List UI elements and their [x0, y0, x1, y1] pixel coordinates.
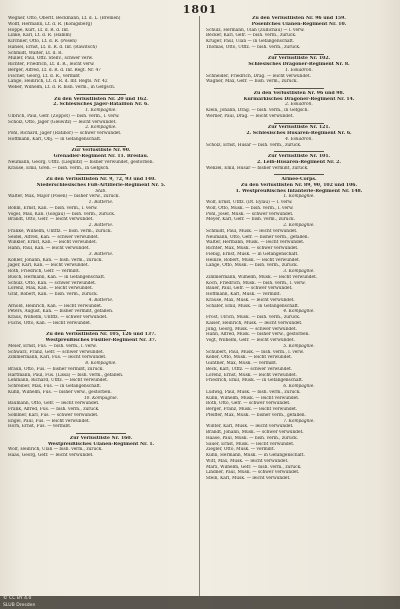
list-entry: Weber, Wilhelm, Lt. d. R. bish. verm., in Gefgsch. — [8, 85, 116, 90]
list-entry: Fiebig, Ernst, Musk. — in Gefangenschaft. — [206, 251, 299, 257]
section-heading: Zu den Verlustlisten Nr. 9, 72, 93 und 140. — [46, 177, 156, 182]
list-entry: Böhm, Ernst, Kan. — bish. verm., l. verw. — [8, 205, 98, 211]
list-entry: Walter, Hermann, Musk. — leicht verwundet. — [206, 240, 305, 246]
list-entry: Kühn, Hermann, Musk. — in Gefangenschaft. — [206, 453, 305, 458]
list-entry: Hahn, Paul, Kan. — leicht verwundet. — [8, 246, 90, 251]
list-entry: Hartmann, Paul, Füs. (Lissa) — bish. verm., gefallen. — [8, 372, 124, 378]
column-divider — [199, 16, 200, 596]
section-divider — [6, 171, 196, 177]
list-entry: Kühn, Wilhelm, Füs. — bisher verw., gestorben. — [8, 389, 112, 395]
list-entry: Jung, Georg, Musk. — schwer verwundet. — [206, 326, 297, 332]
footer-bar — [0, 596, 400, 609]
section-divider — [6, 143, 196, 149]
list-entry: Fuchs, Otto, Kan. — leicht verwundet. — [8, 320, 92, 326]
list-entry: Bauer, Paul, Gefr. — schwer verwundet. — [206, 286, 293, 292]
unit-subheading: Stab. — [95, 188, 107, 194]
list-entry: Haas, Georg, Gefr. — leicht verwundet. — [8, 453, 94, 458]
list-entry: Winkler, Ernst, Kan. — leicht verwundet. — [8, 240, 98, 246]
list-entry: Vogt, Wilhelm, Gefr. — leicht verwundet. — [206, 338, 295, 343]
unit-subheading: 1. Batterie. — [88, 200, 114, 205]
section-heading: Niederschlesisches Fuß-Artillerie-Regiment Nr. 5. — [36, 182, 166, 188]
list-entry: Pohl, Josef, Musk. — schwer verwundet. — [206, 211, 294, 217]
list-entry: Günther, Max, Musk. — vermißt. — [206, 361, 278, 366]
list-entry: Scholz, Otto, Jäger (Gleiwitz) — leicht verwundet. — [8, 119, 117, 125]
list-entry: Witt, Max, Musk. — leicht verwundet. — [206, 458, 289, 464]
list-entry: Busch, Hermann, Kan. — in Gefangenschaft. — [8, 274, 106, 280]
list-entry: Peters, August, Kan. — bisher vermißt, gefallen. — [8, 309, 114, 315]
list-entry: Kirchner, Otto, Lt. d. R. (Posen) — [8, 39, 77, 44]
list-entry: Jäger, Karl, Kan. — leicht verwundet. — [8, 263, 89, 269]
list-entry: Keller, Otto, Musk. — leicht verwundet. — [206, 355, 293, 361]
list-entry: Schubert, Paul, Musk. — bish. verm., l. verw. — [206, 349, 304, 355]
list-entry: Meyer, Karl, Gefr. — bish. verm., zurück. — [206, 217, 295, 223]
section-heading: Zu den Verlustlisten Nr. 96 und 98. — [253, 90, 345, 96]
section-heading: 2. Leib-Husaren-Regiment Nr. 2. — [257, 159, 341, 165]
list-entry: Koch, Friedrich, Musk. — bish. verm., l. verw. — [206, 280, 306, 286]
unit-subheading: 4. Eskadron. — [285, 136, 313, 142]
list-entry: Thomas, Otto, Utffz. — bish. verm., zurück. — [206, 44, 301, 50]
list-entry: Schwarz, Franz, Gefr. — schwer verwundet. — [8, 349, 104, 355]
unit-subheading: 1. Eskadron. — [285, 67, 313, 73]
list-entry: Krüger, Paul, Ulan — in Gefangenschaft. — [206, 39, 295, 44]
list-entry: Krause, Max, Musk. — leicht verwundet. — [206, 297, 295, 303]
section-heading: Westpreußisches Füsilier-Regiment Nr. 37. — [45, 338, 157, 343]
unit-subheading: 6. Kompagnie. — [283, 384, 315, 389]
section-heading: Zur Verlustliste Nr. 121. — [267, 125, 331, 131]
section-heading: Zur Verlustliste Nr. 102. — [267, 56, 331, 62]
list-entry: Brandt, Otto, Gefr. — leicht verwundet. — [8, 217, 94, 223]
list-entry: Schulz, Hermann, Ulan (Züllichau) — l. verw. — [206, 27, 305, 33]
section-heading: Zu den Verlustlisten Nr. 105, 126 und 137. — [46, 332, 156, 338]
list-entry: Lorenz, Ernst, Musk. — leicht verwundet. — [206, 372, 297, 378]
list-entry: Wolf, Ernst, Utffz. (Dt. Eylau) — l. verw. — [206, 200, 293, 205]
unit-subheading: 2. Batterie. — [88, 223, 114, 228]
section-divider — [204, 120, 394, 126]
list-entry: Müller, Paul, Offz. Stellv., schwer verw. — [8, 56, 94, 62]
right-column — [204, 16, 394, 596]
unit-subheading: 8. Kompagnie. — [85, 361, 117, 366]
list-entry: Arnold, Heinrich, Kan. — leicht verwundet. — [8, 303, 103, 309]
section-divider — [204, 85, 394, 91]
list-entry: Stein, Karl, Musk. — leicht verwundet. — [206, 476, 291, 481]
section-heading: 2. Schlesisches Husaren-Regiment Nr. 6. — [246, 131, 352, 136]
unit-subheading: 1. Kompagnie. — [283, 194, 315, 200]
list-entry: Werner, Paul, Drag. — leicht verwundet. — [206, 113, 294, 119]
list-entry: Scholz, Ernst, Husar — bish. verm., zurück. — [206, 142, 302, 148]
unit-subheading: 10. Kompagnie. — [83, 395, 119, 401]
list-entry: Hoppe, Kurt, Lt. d. R. d. Inf. — [8, 27, 70, 33]
list-entry: Meier, Ernst, Füs. — bish. verm., l. verw. — [8, 343, 97, 349]
list-entry: Braun, Otto, Füs. — bisher vermißt, zurück. — [8, 366, 104, 372]
list-entry: Roth, Otto, Gefr. — schwer verwundet. — [206, 401, 291, 407]
unit-subheading: 5. Kompagnie. — [283, 343, 315, 349]
section-heading: Westpreußisches Ulanen-Regiment Nr. 1. — [47, 441, 155, 447]
list-entry: Schmidt, Walter, Lt. d. R. — [8, 50, 63, 56]
list-entry: Heinze, Robert, Musk. — leicht verwundet. — [206, 257, 301, 263]
section-heading: Zur Verlustliste Nr. 160. — [69, 435, 133, 441]
list-entry: Berger, Alfred, Lt. d. R. d. Inf. Regt. Nr. 47 — [8, 67, 101, 73]
list-entry: Fischer, Georg, Lt. d. R., vermißt — [8, 73, 80, 79]
list-entry: Ziegler, Otto, Musk. — vermißt. — [206, 447, 275, 453]
source-text: SLUB Dresden — [3, 602, 36, 608]
list-entry: Wenzel, Emil, Husar — bisher vermißt, zurück. — [206, 165, 309, 171]
list-entry: Walter, Max, Major (Posen) — bisher verw., zurück. — [8, 194, 120, 200]
list-entry: Sauer, Ernst, Musk. — leicht verwundet. — [206, 441, 295, 447]
unit-subheading: 3. Kompagnie. — [283, 269, 315, 274]
list-entry: Schmidt, Paul, Musk. — leicht verwundet. — [206, 228, 298, 234]
left-column — [6, 16, 196, 596]
section-heading: Zu den Verlustlisten Nr. 20 und 162. — [54, 96, 148, 102]
list-entry: Schäfer, Emil, Musk. — in Gefangenschaft. — [206, 303, 300, 309]
list-entry: Frost, Ulrich, Musk. — bish. verm., zurück. — [206, 315, 301, 320]
list-entry: Sommer, Karl, Füs. — schwer verwundet. — [8, 412, 99, 418]
section-divider — [6, 430, 196, 436]
list-entry: Pohl, Richard, Jäger (Ratibor) — schwer verwundet. — [8, 131, 122, 136]
list-entry: Horn, Ernst, Füs. — vermißt. — [8, 424, 72, 430]
section-heading: 1. Westpreußisches Infanterie-Regiment Nr. 148. — [235, 188, 363, 194]
list-entry: Seidel, Alfred, Kan. — schwer verwundet. — [8, 234, 99, 240]
list-entry: Franke, Wilhelm, Untffz. — bish. verm., zurück. — [8, 228, 112, 234]
list-entry: Kaiser, Heinrich, Musk. — leicht verwundet. — [206, 320, 303, 326]
list-entry: Zimmermann, Wilhelm, Musk. — leicht verwundet. — [206, 274, 318, 280]
list-entry: Hoffmann, Karl, Musk. — vermißt. — [206, 292, 282, 297]
list-entry: Klein, Johann, Drag. — bish. verm., in Gefgsch. — [206, 108, 309, 113]
list-entry: Roth, Friedrich, Gefr. — vermißt. — [8, 269, 81, 274]
unit-subheading: 4. Kompagnie. — [283, 309, 315, 315]
list-entry: Kraus, Wilhelm, Untffz. — schwer verwundet. — [8, 315, 108, 320]
list-entry: Winter, Karl, Musk. — leicht verwundet. — [206, 424, 294, 430]
section-heading: Schlesisches Dragoner-Regiment Nr. 8. — [248, 62, 350, 67]
list-entry: Engel, Paul, Füs. — leicht verwundet. — [8, 418, 90, 424]
section-heading: Zur Verlustliste Nr. 101. — [267, 154, 331, 159]
list-entry: Richter, Max, Musk. — schwer verwundet. — [206, 246, 299, 251]
list-entry: Wegner, Otto, Oberlt. Beckmann, Lt. d. L. (Bremen) — [8, 16, 121, 21]
list-entry: Lange, Otto, Musk. — bish. verm., zurück. — [206, 263, 299, 269]
list-entry: Lindner, Paul, Musk. — schwer verwundet. — [206, 470, 300, 476]
unit-subheading: 7. Kompagnie. — [283, 418, 315, 424]
list-entry: Beck, Karl, Utffz. — schwer verwundet. — [206, 366, 293, 372]
section-divider — [204, 148, 394, 154]
list-entry: Becker, Karl, Gefr. — bish. verm., zurück. — [206, 33, 297, 39]
list-entry: Hansel, Ernst, Lt. d. R. d. Inf. (Rawitsch) — [8, 44, 97, 50]
list-entry: Zimmermann, Karl, Füs. — leicht verwundet. — [8, 355, 107, 361]
list-entry: Vogel, Max, Kan. (Glogau) — bish. verm., zurück. — [8, 211, 116, 217]
list-entry: Pfeiffer, Max, Musk. — bisher verm., gefallen. — [206, 412, 306, 418]
list-entry: Wolff, Hermann, Lt. d. R. (Königsberg) — [8, 21, 92, 27]
section-divider — [204, 51, 394, 57]
list-entry: Ulbrich, Paul, Gefr. (Zoppot) — bish. verm., l. verw. — [8, 113, 120, 119]
section-heading: Zur Verlustliste Nr. 90. — [71, 148, 131, 154]
list-entry: Friedrich, Emil, Musk. — in Gefangenschaft. — [206, 378, 304, 384]
page-number: 1801 — [182, 3, 218, 16]
list-entry: Neumann, Georg, Utffz. (Liegnitz) — bisher verwundet, gestorben. — [8, 159, 154, 165]
list-entry: Lehmann, Richard, Utffz. — leicht verwundet. — [8, 378, 109, 384]
list-entry: Schulz, Otto, Kan. — schwer verwundet. — [8, 280, 97, 286]
list-entry: Ludwig, Paul, Musk. — bish. verm., zurück. — [206, 389, 301, 395]
list-entry: Haase, Paul, Musk. — bish. verm., zurück. — [206, 435, 299, 441]
list-entry: Lorenz, Max, Kan. — leicht verwundet. — [8, 286, 94, 292]
unit-subheading: 3. Batterie. — [88, 251, 114, 257]
unit-subheading: 2. Kompagnie. — [85, 125, 117, 131]
section-divider — [204, 171, 394, 177]
list-entry: Wolf, Heinrich, Ulan — bish. verm., zurück. — [8, 447, 103, 453]
section-heading: Armee-Corps. — [281, 177, 317, 182]
list-entry: Berger, Franz, Musk. — leicht verwundet. — [206, 407, 298, 412]
section-heading: Zu den Verlustlisten Nr. 96 und 159. — [252, 16, 346, 21]
section-divider — [6, 327, 196, 333]
list-entry: Wolf, Otto, Musk. — bish. verm., l. verw. — [206, 205, 294, 211]
license-text: © CC BY 4.0 — [3, 596, 32, 601]
list-entry: Brandt, Johann, Musk. — schwer verwundet. — [206, 430, 304, 435]
list-entry: Schneider, Friedrich, Drag. — leicht verwundet. — [206, 73, 311, 79]
section-heading: Zu den Verlustlisten Nr. 89, 90, 102 und 106. — [240, 182, 358, 188]
list-entry: Schreiber, Max, Füs. — in Gefangenschaft. — [8, 384, 102, 389]
unit-subheading: 1. Kompagnie. — [85, 108, 117, 113]
section-heading: Grenadier-Regiment Nr. 11. Breslau. — [53, 154, 149, 159]
list-entry: Marx, Wilhelm, Gefr. — bish. verm., zurück. — [206, 464, 302, 470]
section-heading: Kurmärkisches Dragoner-Regiment Nr. 14. — [243, 96, 355, 102]
list-entry: Frank, Alfred, Füs. — bish. verm., zurück. — [8, 407, 100, 412]
list-entry: Linke, Karl, Lt. d. R. (Hamm) — [8, 33, 72, 39]
list-entry: Hoffmann, Karl, Obj. — in Gefangenschaft. — [8, 136, 102, 142]
unit-subheading: 4. Batterie. — [88, 297, 114, 303]
list-entry: Neumann, Otto, Gefr. — bisher verm., gefallen. — [206, 234, 309, 240]
list-entry: Köhler, Johann, Kan. — bish. verm., zurück. — [8, 257, 103, 263]
list-entry: Krause, Emil, Gren. — bish. verm., in Gefgsch. — [8, 165, 110, 171]
section-heading: Posenfches Ulanen-Regiment Nr. 10. — [251, 21, 347, 27]
unit-subheading: 2. Eskadron. — [285, 102, 313, 108]
section-divider — [6, 91, 196, 97]
list-entry: Lange, Heinrich, Lt. d. R. d. Inf. Regts. Nr. 42 — [8, 79, 108, 85]
list-entry: Kuhn, Wilhelm, Musk. — leicht verwundet. — [206, 395, 300, 401]
list-entry: Graf, Robert, Kan. — bish. verm., zurück. — [8, 292, 99, 297]
list-entry: Richter, Friedrich, Lt. d. R., leicht verw. — [8, 62, 95, 67]
list-entry: Baumann, Otto, Gefr. — leicht verwundet. — [8, 401, 100, 407]
unit-subheading: 2. Kompagnie. — [283, 223, 315, 228]
list-entry: Wagner, Max, Gefr. — bish. verm., zurück. — [206, 79, 298, 85]
list-entry: Hahn, Alfred, Musk. — bisher verw., gestorben. — [206, 332, 310, 338]
section-heading: 2. Schlesisches Jäger-Bataillon Nr. 6. — [53, 102, 149, 108]
